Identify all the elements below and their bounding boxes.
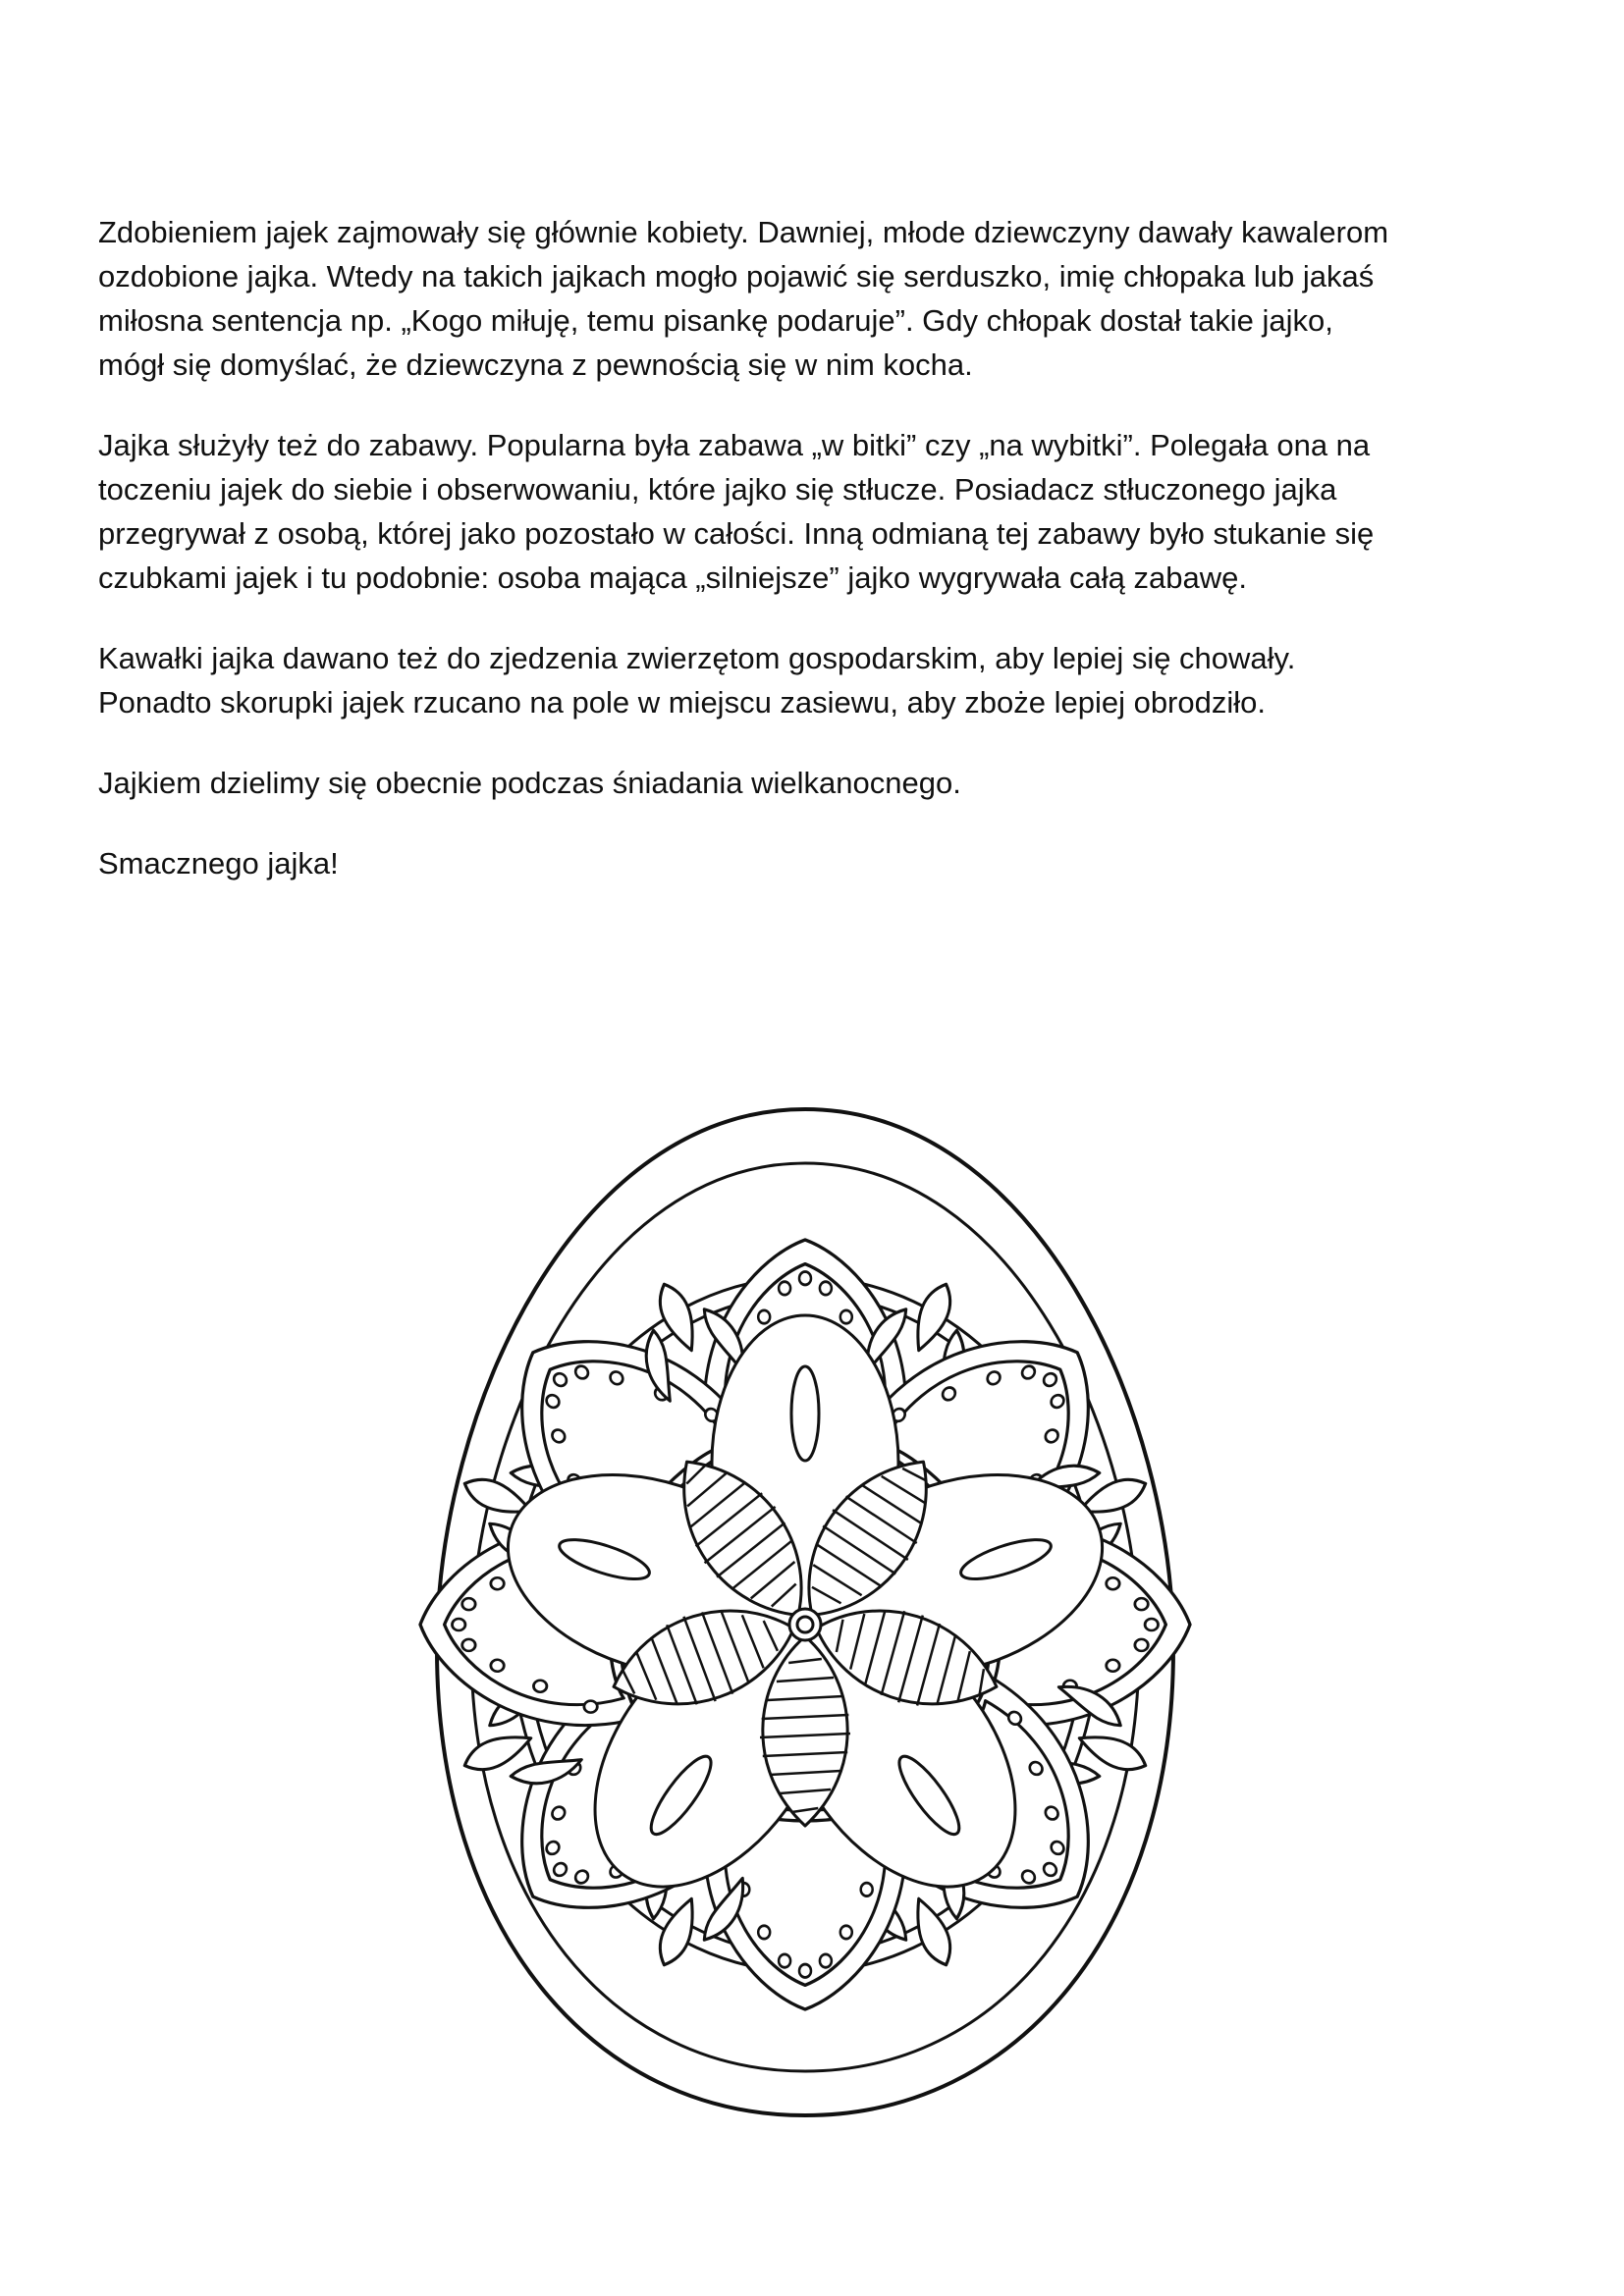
petal-dot xyxy=(779,1954,790,1967)
paragraph-egg-games: Jajka służyły też do zabawy. Popularna była zabawa „w bitki” czy „na wybitki”. Polegała ona na toczeniu jajek do siebie i obserwowaniu, które jajko się stłucze. Posiadacz stłuczonego jajka przegrywał z osobą, której jako pozostało w całości. Inną odmianą tej zabawy było stukanie się czubkami jajek i tu podobnie: osoba mająca „silniejsze” jajko wygrywała całą zabawę. xyxy=(98,428,1375,595)
petal-dot xyxy=(820,1282,832,1295)
petal-dot xyxy=(533,1681,546,1692)
paragraph-easter-breakfast: Jajkiem dzielimy się obecnie podczas śniadania wielkanocnego. xyxy=(98,766,961,800)
decorated-easter-egg-icon xyxy=(412,1075,1198,2135)
petal-dot xyxy=(462,1639,475,1651)
petal-dot xyxy=(799,1964,811,1977)
article-text xyxy=(98,210,1532,922)
petal-dot xyxy=(779,1282,790,1295)
petal-dot xyxy=(1107,1577,1119,1589)
petal-dot xyxy=(491,1660,504,1672)
center-dot xyxy=(797,1617,813,1632)
petal-dot xyxy=(491,1577,504,1589)
petal-dot xyxy=(452,1619,464,1630)
egg-drawing xyxy=(412,1075,1198,2135)
petal-dot xyxy=(861,1883,873,1896)
petal-dot xyxy=(758,1926,770,1939)
paragraph-egg-farm-uses: Kawałki jajka dawano też do zjedzenia zwierzętom gospodarskim, aby lepiej się chowały. Ponadto skorupki jajek rzucano na pole w miejscu zasiewu, aby zboże lepiej obrodziło. xyxy=(98,641,1296,720)
petal-dot xyxy=(462,1598,475,1610)
petal-dot xyxy=(799,1271,811,1284)
petal-dot xyxy=(1107,1660,1119,1672)
petal-dot xyxy=(584,1701,597,1713)
petal-dot xyxy=(1135,1639,1148,1651)
petal-dot xyxy=(840,1310,852,1323)
petal-dot xyxy=(820,1954,832,1967)
middle-petal-slot xyxy=(791,1366,819,1461)
petal-dot xyxy=(1145,1619,1158,1630)
paragraph-closing-wish: Smacznego jajka! xyxy=(98,846,339,881)
paragraph-egg-decorating: Zdobieniem jajek zajmowały się głównie kobiety. Dawniej, młode dziewczyny dawały kawalerom ozdobione jajka. Wtedy na takich jajkach mogło pojawić się serduszko, imię chłopaka lub jakaś miłosna sentencja np. „Kogo miłuję, temu pisankę podaruje”. Gdy chłopak dostał takie jajko, mógł się domyślać, że dziewczyna z pewnością się w nim kocha. xyxy=(98,215,1389,382)
petal-dot xyxy=(840,1926,852,1939)
petal-dot xyxy=(758,1310,770,1323)
petal-dot xyxy=(1135,1598,1148,1610)
